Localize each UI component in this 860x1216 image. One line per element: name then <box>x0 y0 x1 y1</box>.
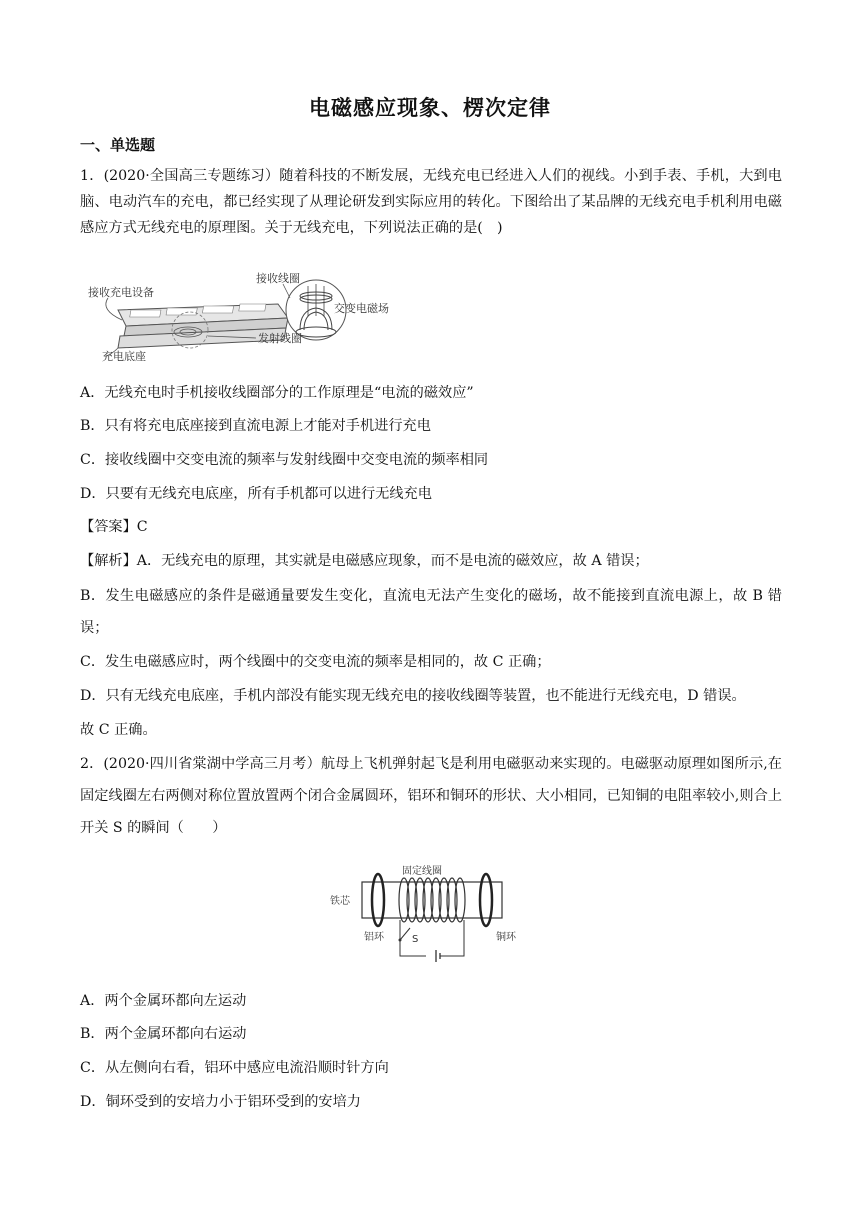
question-1-option-b: B．只有将充电底座接到直流电源上才能对手机进行充电 <box>80 418 431 434</box>
question-1-stem: 1．(2020·全国高三专题练习）随着科技的不断发展，无线充电已经进入人们的视线。小到手表、手机，大到电脑、电动汽车的充电，都已经实现了从理论研发到实际应用的转化。下图给出了某品牌的无线充电手机利用电磁感应方式无线充电的原理图。关于无线充电，下列说法正确的是( ) <box>80 168 782 236</box>
label-receiving-coil: 接收线圈 <box>256 272 300 285</box>
label-iron-core: 铁芯 <box>330 896 350 907</box>
label-aluminium-ring: 铝环 <box>364 932 384 943</box>
question-1-analysis-b: B．发生电磁感应的条件是磁通量要发生变化，直流电无法产生变化的磁场，故不能接到直流电源上，故 B 错误； <box>80 588 782 636</box>
question-2-option-a: A．两个金属环都向左运动 <box>80 993 247 1009</box>
label-copper-ring: 铜环 <box>496 932 516 943</box>
question-1-option-a: A．无线充电时手机接收线圈部分的工作原理是“电流的磁效应” <box>80 385 474 401</box>
label-alternating-field: 交变电磁场 <box>334 302 389 315</box>
label-fixed-coil: 固定线圈 <box>402 866 442 877</box>
question-2-option-c: C．从左侧向右看，铝环中感应电流沿顺时针方向 <box>80 1060 389 1076</box>
question-1-answer: 【答案】C <box>80 519 148 535</box>
wireless-charging-figure <box>78 270 389 370</box>
question-1-analysis-d: D．只有无线充电底座，手机内部没有能实现无线充电的接收线圈等装置，也不能进行无线充电，D 错误。 <box>80 688 746 704</box>
question-1-option-c: C．接收线圈中交变电流的频率与发射线圈中交变电流的频率相同 <box>80 452 489 468</box>
question-1-analysis-a: 【解析】A．无线充电的原理，其实就是电磁感应现象，而不是电流的磁效应，故 A 错误； <box>80 553 649 569</box>
label-receiving-device: 接收充电设备 <box>88 286 154 299</box>
question-1-analysis-c: C．发生电磁感应时，两个线圈中的交变电流的频率是相同的，故 C 正确； <box>80 654 551 670</box>
label-charging-base: 充电底座 <box>102 350 146 363</box>
question-2-option-d: D．铜环受到的安培力小于铝环受到的安培力 <box>80 1094 361 1110</box>
question-1-option-d: D．只要有无线充电底座，所有手机都可以进行无线充电 <box>80 486 432 502</box>
label-switch: S <box>412 934 419 945</box>
question-2-option-b: B．两个金属环都向右运动 <box>80 1026 247 1042</box>
question-2-stem: 2．(2020·四川省棠湖中学高三月考）航母上飞机弹射起飞是利用电磁驱动来实现的。电磁驱动原理如图所示,在固定线圈左右两侧对称位置放置两个闭合金属圆环，铝环和铜环的形状、大小相同，已知铜的电阻率较小,则合上开关 S 的瞬间（ ） <box>80 756 782 836</box>
page-title: 电磁感应现象、楞次定律 <box>309 96 551 120</box>
electromagnetic-drive-figure <box>326 860 526 970</box>
section-heading: 一、单选题 <box>80 136 156 154</box>
label-transmitting-coil: 发射线圈 <box>258 332 302 345</box>
question-1-conclusion: 故 C 正确。 <box>80 722 157 738</box>
